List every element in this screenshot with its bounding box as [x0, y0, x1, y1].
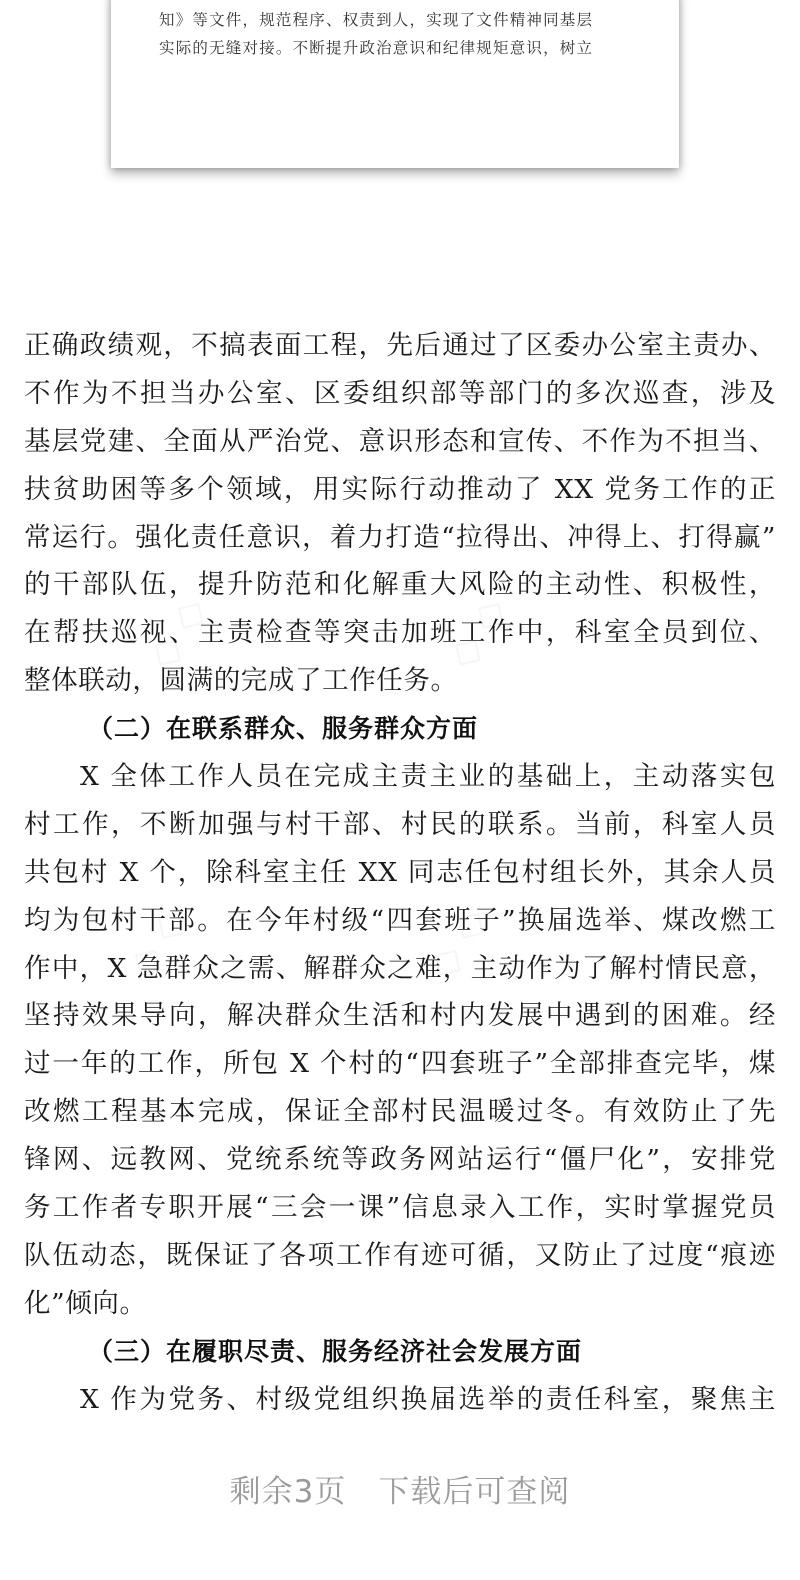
paragraph-line: 共包村 X 个，除科室主任 XX 同志任包村组长外，其余人员: [24, 856, 776, 888]
download-to-view-label: 下载后可查阅: [378, 1474, 571, 1510]
previous-page-line: 实际的无缝对接。不断提升政治意识和纪律规矩意识，树立: [159, 39, 594, 57]
section-heading: （二）在联系群众、服务群众方面: [88, 714, 479, 744]
paragraph-line: 改燃工程基本完成，保证全部村民温暖过冬。有效防止了先: [24, 1096, 776, 1128]
paragraph-line: 过一年的工作，所包 X 个村的“四套班子”全部排查完毕，煤: [24, 1048, 776, 1080]
paragraph-line: 扶贫助困等多个领域，用实际行动推动了 XX 党务工作的正: [24, 473, 776, 505]
previous-page-fragment: [111, 0, 679, 168]
paragraph-line: 常运行。强化责任意识，着力打造“拉得出、冲得上、打得赢”: [24, 521, 776, 553]
paragraph-line: 村工作，不断加强与村干部、村民的联系。当前，科室人员: [24, 808, 776, 840]
paragraph-line: 作中，X 急群众之需、解群众之难，主动作为了解村情民意，: [24, 952, 776, 984]
paragraph-line: 化”倾向。: [24, 1287, 147, 1319]
paragraph-line: 务工作者专职开展“三会一课”信息录入工作，实时掌握党员: [24, 1192, 776, 1224]
paragraph-line: 均为包村干部。在今年村级“四套班子”换届选举、煤改燃工: [24, 904, 776, 936]
section-heading: （三）在履职尽责、服务经济社会发展方面: [88, 1336, 583, 1366]
download-prompt[interactable]: [0, 1466, 800, 1511]
paragraph-line: 在帮扶巡视、主责检查等突击加班工作中，科室全员到位、: [24, 617, 776, 649]
paragraph-line: X 全体工作人员在完成主责主业的基础上，主动落实包: [80, 761, 776, 793]
paragraph-line: 坚持效果导向，解决群众生活和村内发展中遇到的困难。经: [24, 1000, 776, 1032]
paragraph-line: 锋网、远教网、党统系统等政务网站运行“僵尸化”，安排党: [24, 1144, 776, 1176]
paragraph-line: 的干部队伍，提升防范和化解重大风险的主动性、积极性，: [24, 569, 776, 601]
previous-page-line: 知》等文件，规范程序、权责到人，实现了文件精神同基层: [159, 11, 594, 29]
paragraph-line: 正确政绩观，不搞表面工程，先后通过了区委办公室主责办、: [24, 330, 776, 361]
paragraph-line: X 作为党务、村级党组织换届选举的责任科室，聚焦主: [80, 1383, 776, 1415]
paragraph-line: 队伍动态，既保证了各项工作有迹可循，又防止了过度“痕迹: [24, 1239, 776, 1271]
paragraph-line: 不作为不担当办公室、区委组织部等部门的多次巡查，涉及: [24, 377, 776, 409]
document-body: [24, 322, 776, 1423]
remaining-pages-label: 剩余3页: [229, 1474, 347, 1510]
paragraph-line: 基层党建、全面从严治党、意识形态和宣传、不作为不担当、: [24, 425, 776, 457]
paragraph-line: 整体联动，圆满的完成了工作任务。: [24, 665, 458, 697]
